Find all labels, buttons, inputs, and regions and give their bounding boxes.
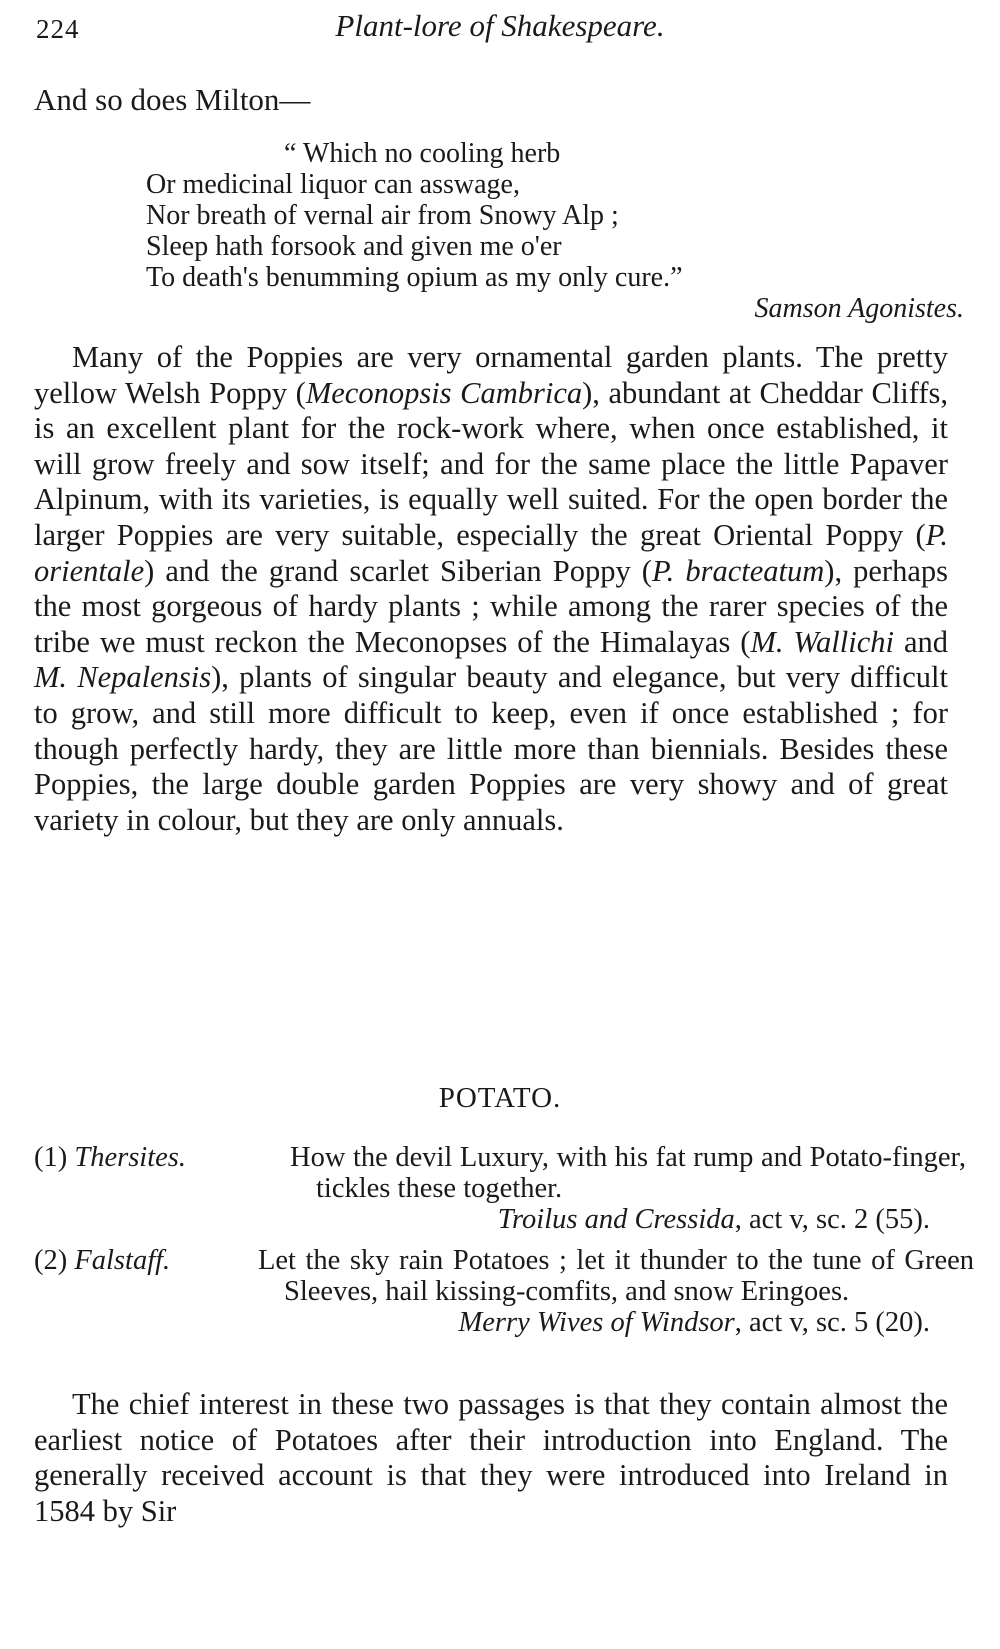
quote-source <box>34 1307 966 1338</box>
poem-line: To death's benumming opium as my only cure.” <box>146 262 683 293</box>
section-heading: POTATO. <box>438 1082 562 1114</box>
poem-line: Sleep hath forsook and given me o'er <box>146 231 562 262</box>
poppies-paragraph <box>34 340 948 838</box>
shakespeare-quote <box>34 1245 974 1338</box>
quote-text: Let the sky rain Potatoes ; let it thunder to the tune of Green Sleeves, hail kissing-comfits, and snow Eringoes. <box>258 1245 974 1307</box>
page-header <box>34 0 966 62</box>
poem-line: “ Which no cooling herb <box>284 138 561 169</box>
text-run: Many of the Poppies are very ornamental garden plants. The pretty yellow Welsh Poppy ( <box>34 340 948 410</box>
text-run: ), perhaps the most gorgeous of hardy plants ; while among the rarer species of the tribe we must reckon the Meconopses of the Himalayas ( <box>34 553 948 659</box>
book-page <box>34 0 974 1528</box>
text-run: ) and the grand scarlet Siberian Poppy ( <box>144 553 652 588</box>
species-name: M. Nepalensis <box>34 660 212 695</box>
species-name: M. Wallichi <box>750 624 894 659</box>
milton-quotation <box>34 138 966 324</box>
text-run: and <box>893 624 948 659</box>
text-run: ), plants of singular beauty and elegance, but very difficult to grow, and still more difficult to keep, even if once established ; for though perfectly hardy, they are little more than biennials. Besides these Poppies, the large double garden Poppies are very showy and of great variety in colour, but they are only annuals. <box>34 660 948 837</box>
potato-paragraph: The chief interest in these two passages is that they contain almost the earliest notice of Potatoes after their introduction into England. The generally received account is that they were introduced into Ireland in 1584 by Sir <box>34 1387 948 1528</box>
quote-speaker: Falstaff. <box>74 1245 171 1276</box>
quote-label <box>34 1245 170 1276</box>
shakespeare-quote <box>34 1142 966 1235</box>
poem-line: Nor breath of vernal air from Snowy Alp ; <box>146 200 619 231</box>
play-title: Troilus and Cressida <box>497 1204 735 1235</box>
quote-number: (1) <box>34 1142 68 1173</box>
species-name: P. orientale <box>34 517 948 588</box>
quote-text: How the devil Luxury, with his fat rump and Potato-finger, tickles these together. <box>290 1142 966 1204</box>
species-name: P. bracteatum <box>651 553 825 588</box>
poem-source: Samson Agonistes. <box>754 293 964 324</box>
text-run: ), abundant at Cheddar Cliffs, is an excellent plant for the rock-work where, when once established, it will grow freely and sow itself; and for the same place the little Papaver Alpinum, with its varieties, is equally well suited. For the open border the larger Poppies are very suitable, especially the great Oriental Poppy ( <box>34 375 948 552</box>
quote-number: (2) <box>34 1245 68 1276</box>
quote-label <box>34 1142 186 1173</box>
poem-line: Or medicinal liquor can asswage, <box>146 169 520 200</box>
play-reference: , act v, sc. 5 (20). <box>734 1307 930 1338</box>
play-title: Merry Wives of Windsor <box>458 1307 735 1338</box>
play-reference: , act v, sc. 2 (55). <box>734 1204 930 1235</box>
page-number: 224 <box>36 14 80 44</box>
intro-line: And so does Milton— <box>34 82 311 117</box>
quote-speaker: Thersites. <box>74 1142 186 1173</box>
running-title: Plant-lore of Shakespeare. <box>335 8 665 43</box>
quote-source <box>34 1204 966 1235</box>
species-name: Meconopsis Cambrica <box>305 375 583 410</box>
